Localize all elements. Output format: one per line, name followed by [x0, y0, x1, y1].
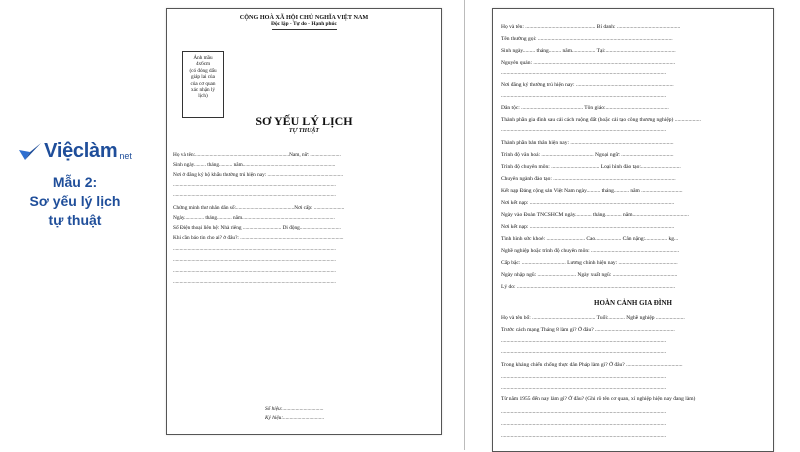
motto: Độc lập - Tự do - Hạnh phúc	[271, 21, 337, 27]
code-line: Ký hiệu:...............................	[265, 415, 325, 421]
form-line: Dân tộc: ............................................. Tôn giáo:..............................................	[501, 105, 669, 111]
form-line: Thành phần bản thân hiện nay: ...........................................................................	[501, 140, 674, 146]
form-line: Nơi kết nạp: .........................................................................................................	[501, 200, 675, 206]
form-line: Sinh ngày......... tháng......... năm................. Tại:...................................................	[501, 48, 676, 54]
family-line: ........................................................................................................................	[501, 433, 666, 439]
photo-box-line: (có đóng dấu	[189, 67, 217, 74]
photo-box	[182, 51, 224, 118]
checkmark-logo-icon	[18, 142, 42, 162]
family-line: Họ và tên bố: .............................................. Tuổi:............ Nghề nghiệp .....................	[501, 315, 685, 321]
form-line: Ngày............... tháng........... năm......................................................................	[173, 215, 335, 221]
form-line: ........................................................................................................................	[501, 70, 666, 76]
form-line: Tên thường gọi: ..................................................................................................	[501, 36, 673, 42]
form-line: ...........................................................................................................................	[173, 279, 336, 285]
caption-line-3: tự thuật	[48, 212, 102, 228]
form-line: Trình độ văn hoá: ...................................... Ngoại ngữ: ......................................	[501, 152, 674, 158]
photo-box-line: 4x6cm	[195, 61, 211, 68]
form-line: Trình độ chuyên môn: ................................... Loại hình đào tạo:.............................	[501, 164, 681, 170]
photo-box-line: Ảnh mầu	[193, 55, 213, 61]
form-line: ...........................................................................................................................	[173, 192, 336, 198]
form-title: SƠ YẾU LÝ LỊCH	[255, 114, 353, 128]
form-line: Chuyên ngành đào tạo: .........................................................................................	[501, 176, 676, 182]
form-line: Họ và tên:.......................................................................Nam, nữ: .......................	[173, 152, 341, 158]
brand-block	[0, 140, 150, 230]
family-line: Trước cách mạng Tháng 8 làm gì? Ở đâu? ..........................................................	[501, 327, 675, 333]
form-line: ........................................................................................................................	[501, 93, 666, 99]
form-line: Nguyên quán: .......................................................................................................	[501, 60, 676, 66]
header-underline	[272, 29, 337, 30]
caption-line-2: Sơ yếu lý lịch	[29, 193, 121, 209]
form-line: Chứng minh thư nhân dân số:............................................Nơi cấp: .......................	[173, 205, 345, 211]
form-line: Nơi đăng ký thường trú hiện nay: .......................................................................	[501, 82, 674, 88]
form-line: Ngày vào Đoàn TNCSHCM ngày............ tháng............ năm.........................................	[501, 212, 689, 218]
family-line: ........................................................................................................................	[501, 374, 666, 380]
form-line: ...........................................................................................................................	[173, 268, 336, 274]
logo	[0, 140, 150, 163]
caption-line-1: Mẫu 2:	[52, 174, 98, 190]
family-line: Trong kháng chiến chống thực dân Pháp làm gì? Ở đâu? .........................................	[501, 362, 683, 368]
form-line: Thành phần gia đình sau cải cách ruộng đất (hoặc cải tạo công thương nghiệp) ...................	[501, 117, 701, 123]
family-line: ........................................................................................................................	[501, 338, 666, 344]
form-line: Kết nạp Đảng cộng sản Việt Nam ngày.......... tháng........... năm ..............................	[501, 188, 683, 194]
serial-number-line: Số hiệu:...............................	[265, 406, 324, 412]
form-line: Nghề nghiệp hoặc trình độ chuyên môn: ................................................................	[501, 248, 679, 254]
form-line: Họ và tên: ................................................... Bí danh: ..............................................	[501, 24, 681, 30]
photo-box-line: giáp lai của	[191, 74, 215, 81]
form-line: Khi cần báo tin cho ai? ở đâu?: ..............................................................................	[173, 235, 344, 241]
national-header: CỘNG HOÀ XÃ HỘI CHỦ NGHĨA VIỆT NAM	[239, 14, 369, 21]
form-line: ........................................................................................................................	[501, 127, 666, 133]
document-page-1	[166, 8, 442, 435]
photo-box-line: lịch)	[198, 93, 208, 100]
page-divider	[464, 0, 465, 450]
form-line: ...........................................................................................................................	[173, 246, 336, 252]
document-page-2	[492, 8, 774, 452]
family-line: ........................................................................................................................	[501, 385, 666, 391]
form-line: ...........................................................................................................................	[173, 257, 336, 263]
logo-suffix: net	[119, 150, 132, 161]
form-line: Tình hình sức khoẻ: ............................ Cao................... Cân nặng:................ kg...	[501, 236, 679, 242]
photo-box-line: của cơ quan	[190, 80, 216, 87]
form-line: ...........................................................................................................................	[173, 182, 336, 188]
family-line: ........................................................................................................................	[501, 421, 666, 427]
logo-text: Việclàm	[44, 140, 118, 162]
family-line: Từ năm 1955 đến nay làm gì? Ở đâu? (Ghi rõ tên cơ quan, xí nghiệp hiện nay đang làm)	[501, 396, 696, 402]
family-line: ........................................................................................................................	[501, 349, 666, 355]
form-line: Ngày nhập ngũ: ............................ Ngày xuất ngũ: ...............................................	[501, 272, 678, 278]
form-subtitle: TỰ THUẬT	[288, 128, 320, 134]
form-line: Sinh ngày......... tháng.......... năm......................................................................	[173, 162, 336, 168]
form-line: Nơi kết nạp: .........................................................................................................	[501, 224, 675, 230]
photo-box-line: xác nhận lý	[191, 87, 215, 94]
form-line: Lý do: ...................................................................................................................	[501, 284, 676, 290]
section-title: HOÀN CẢNH GIA ĐÌNH	[594, 299, 672, 307]
caption	[0, 173, 150, 230]
form-line: Cấp bậc: ................................ Lương chính hiện nay: ...........................................	[501, 260, 678, 266]
form-line: Số Điện thoại liên hệ: Nhà riêng ............................. Di động...............................	[173, 225, 341, 231]
family-line: ........................................................................................................................	[501, 409, 666, 415]
form-line: Nơi ở đăng ký hộ khẩu thường trú hiện nay: .........................................................	[173, 172, 344, 178]
